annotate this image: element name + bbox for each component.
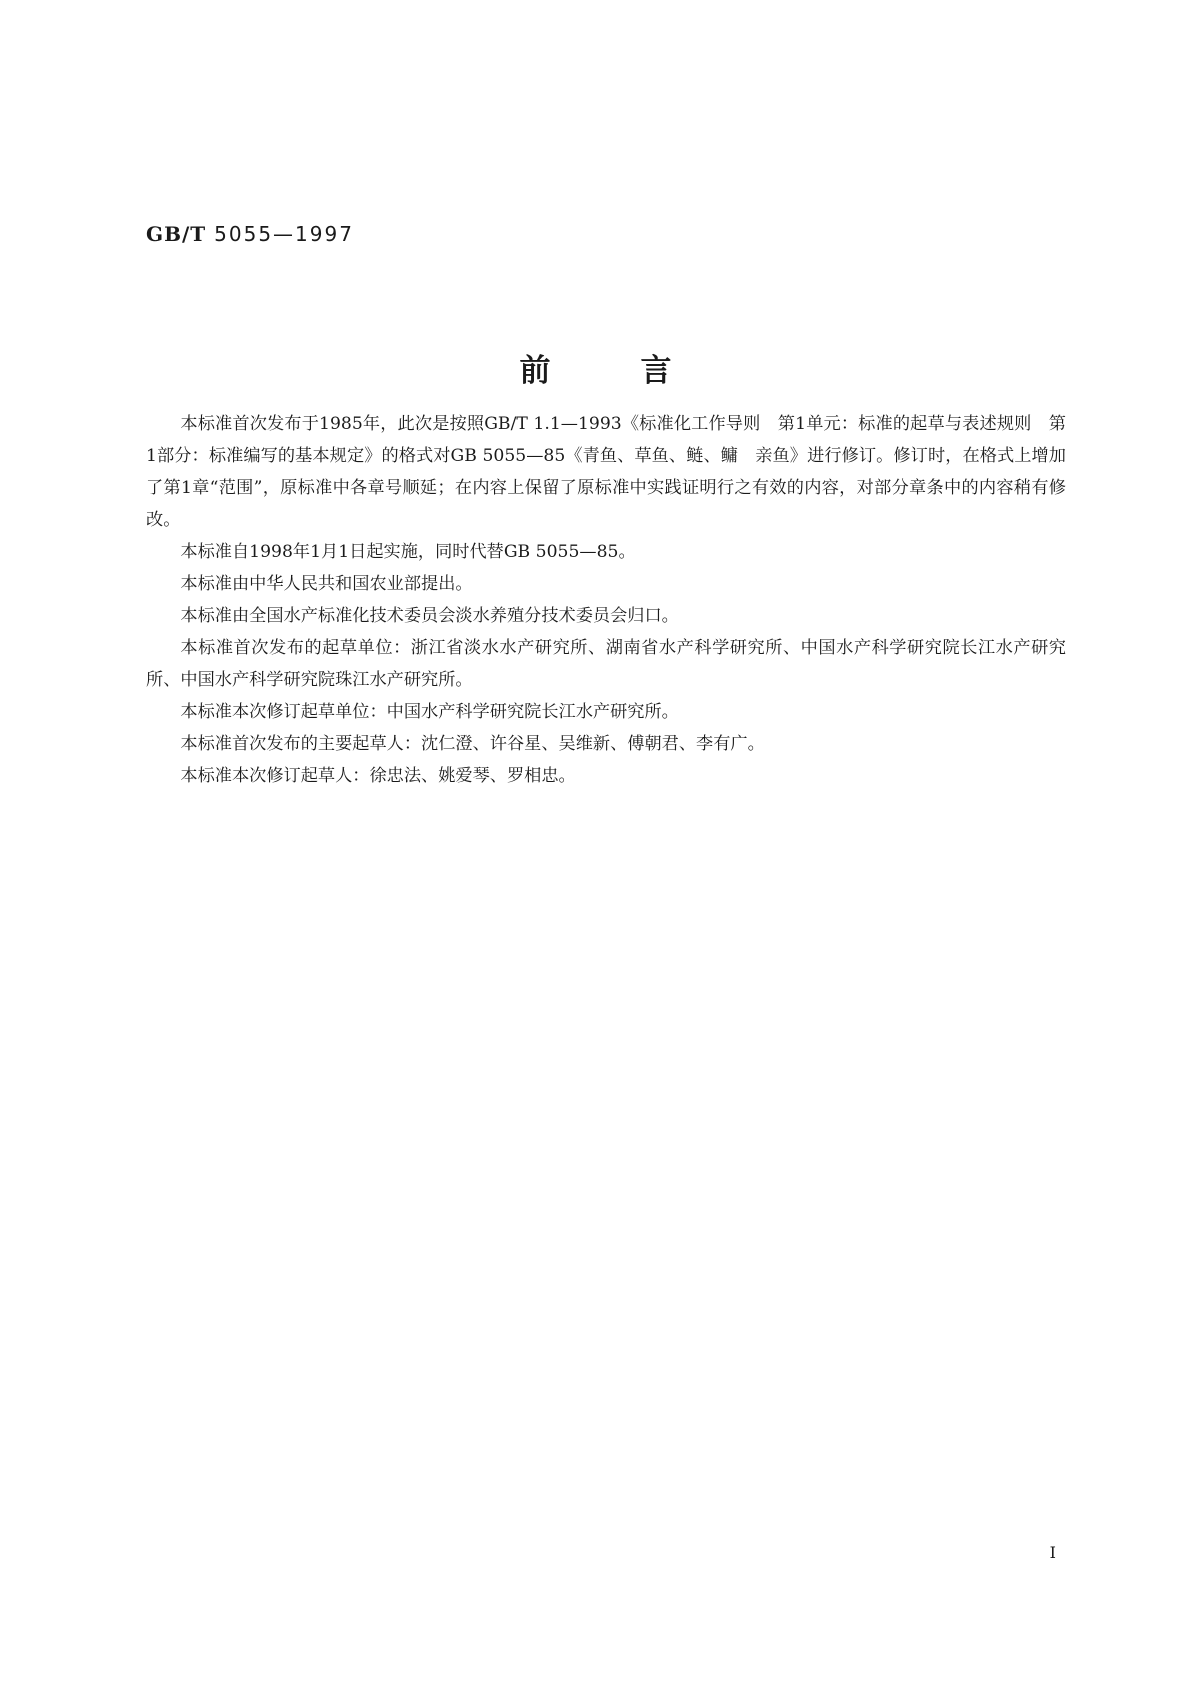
paragraph-proposer: 本标准由中华人民共和国农业部提出。 — [180, 574, 473, 594]
standard-code-prefix: GB/T — [146, 222, 207, 246]
paragraph-revision-drafters: 本标准本次修订起草人：徐忠法、姚爱琴、罗相忠。 — [180, 766, 576, 786]
paragraph-original-drafting-units: 本标准首次发布的起草单位：浙江省淡水水产研究所、湖南省水产科学研究所、中国水产科学研究院长江水产研究所、中国水产科学研究院珠江水产研究所。 — [146, 638, 1066, 690]
paragraph-administrator: 本标准由全国水产标准化技术委员会淡水养殖分技术委员会归口。 — [180, 606, 679, 626]
page-number: I — [1049, 1543, 1056, 1562]
paragraph-effective-date: 本标准自1998年1月1日起实施，同时代替GB 5055—85。 — [180, 542, 636, 562]
standard-code-number: 5055—1997 — [214, 222, 354, 246]
paragraph-original-drafters: 本标准首次发布的主要起草人：沈仁澄、许谷星、吴维新、傅朝君、李有广。 — [180, 734, 765, 754]
paragraph-revision-history: 本标准首次发布于1985年，此次是按照GB/T 1.1—1993《标准化工作导则 第1单元：标准的起草与表述规则 第1部分：标准编写的基本规定》的格式对GB 5055—85《青鱼、草鱼、鲢、鳙 亲鱼》进行修订。修订时，在格式上增加了第1章“范围”，原标准中各章号顺延；在内容上保留了原标准中实践证明行之有效的内容，对部分章条中的内容稍有修改。 — [146, 414, 1066, 530]
foreword-body — [146, 408, 1066, 792]
standard-code — [146, 222, 354, 246]
paragraph-revision-drafting-unit: 本标准本次修订起草单位：中国水产科学研究院长江水产研究所。 — [180, 702, 679, 722]
page-title: 前言 — [519, 353, 762, 389]
